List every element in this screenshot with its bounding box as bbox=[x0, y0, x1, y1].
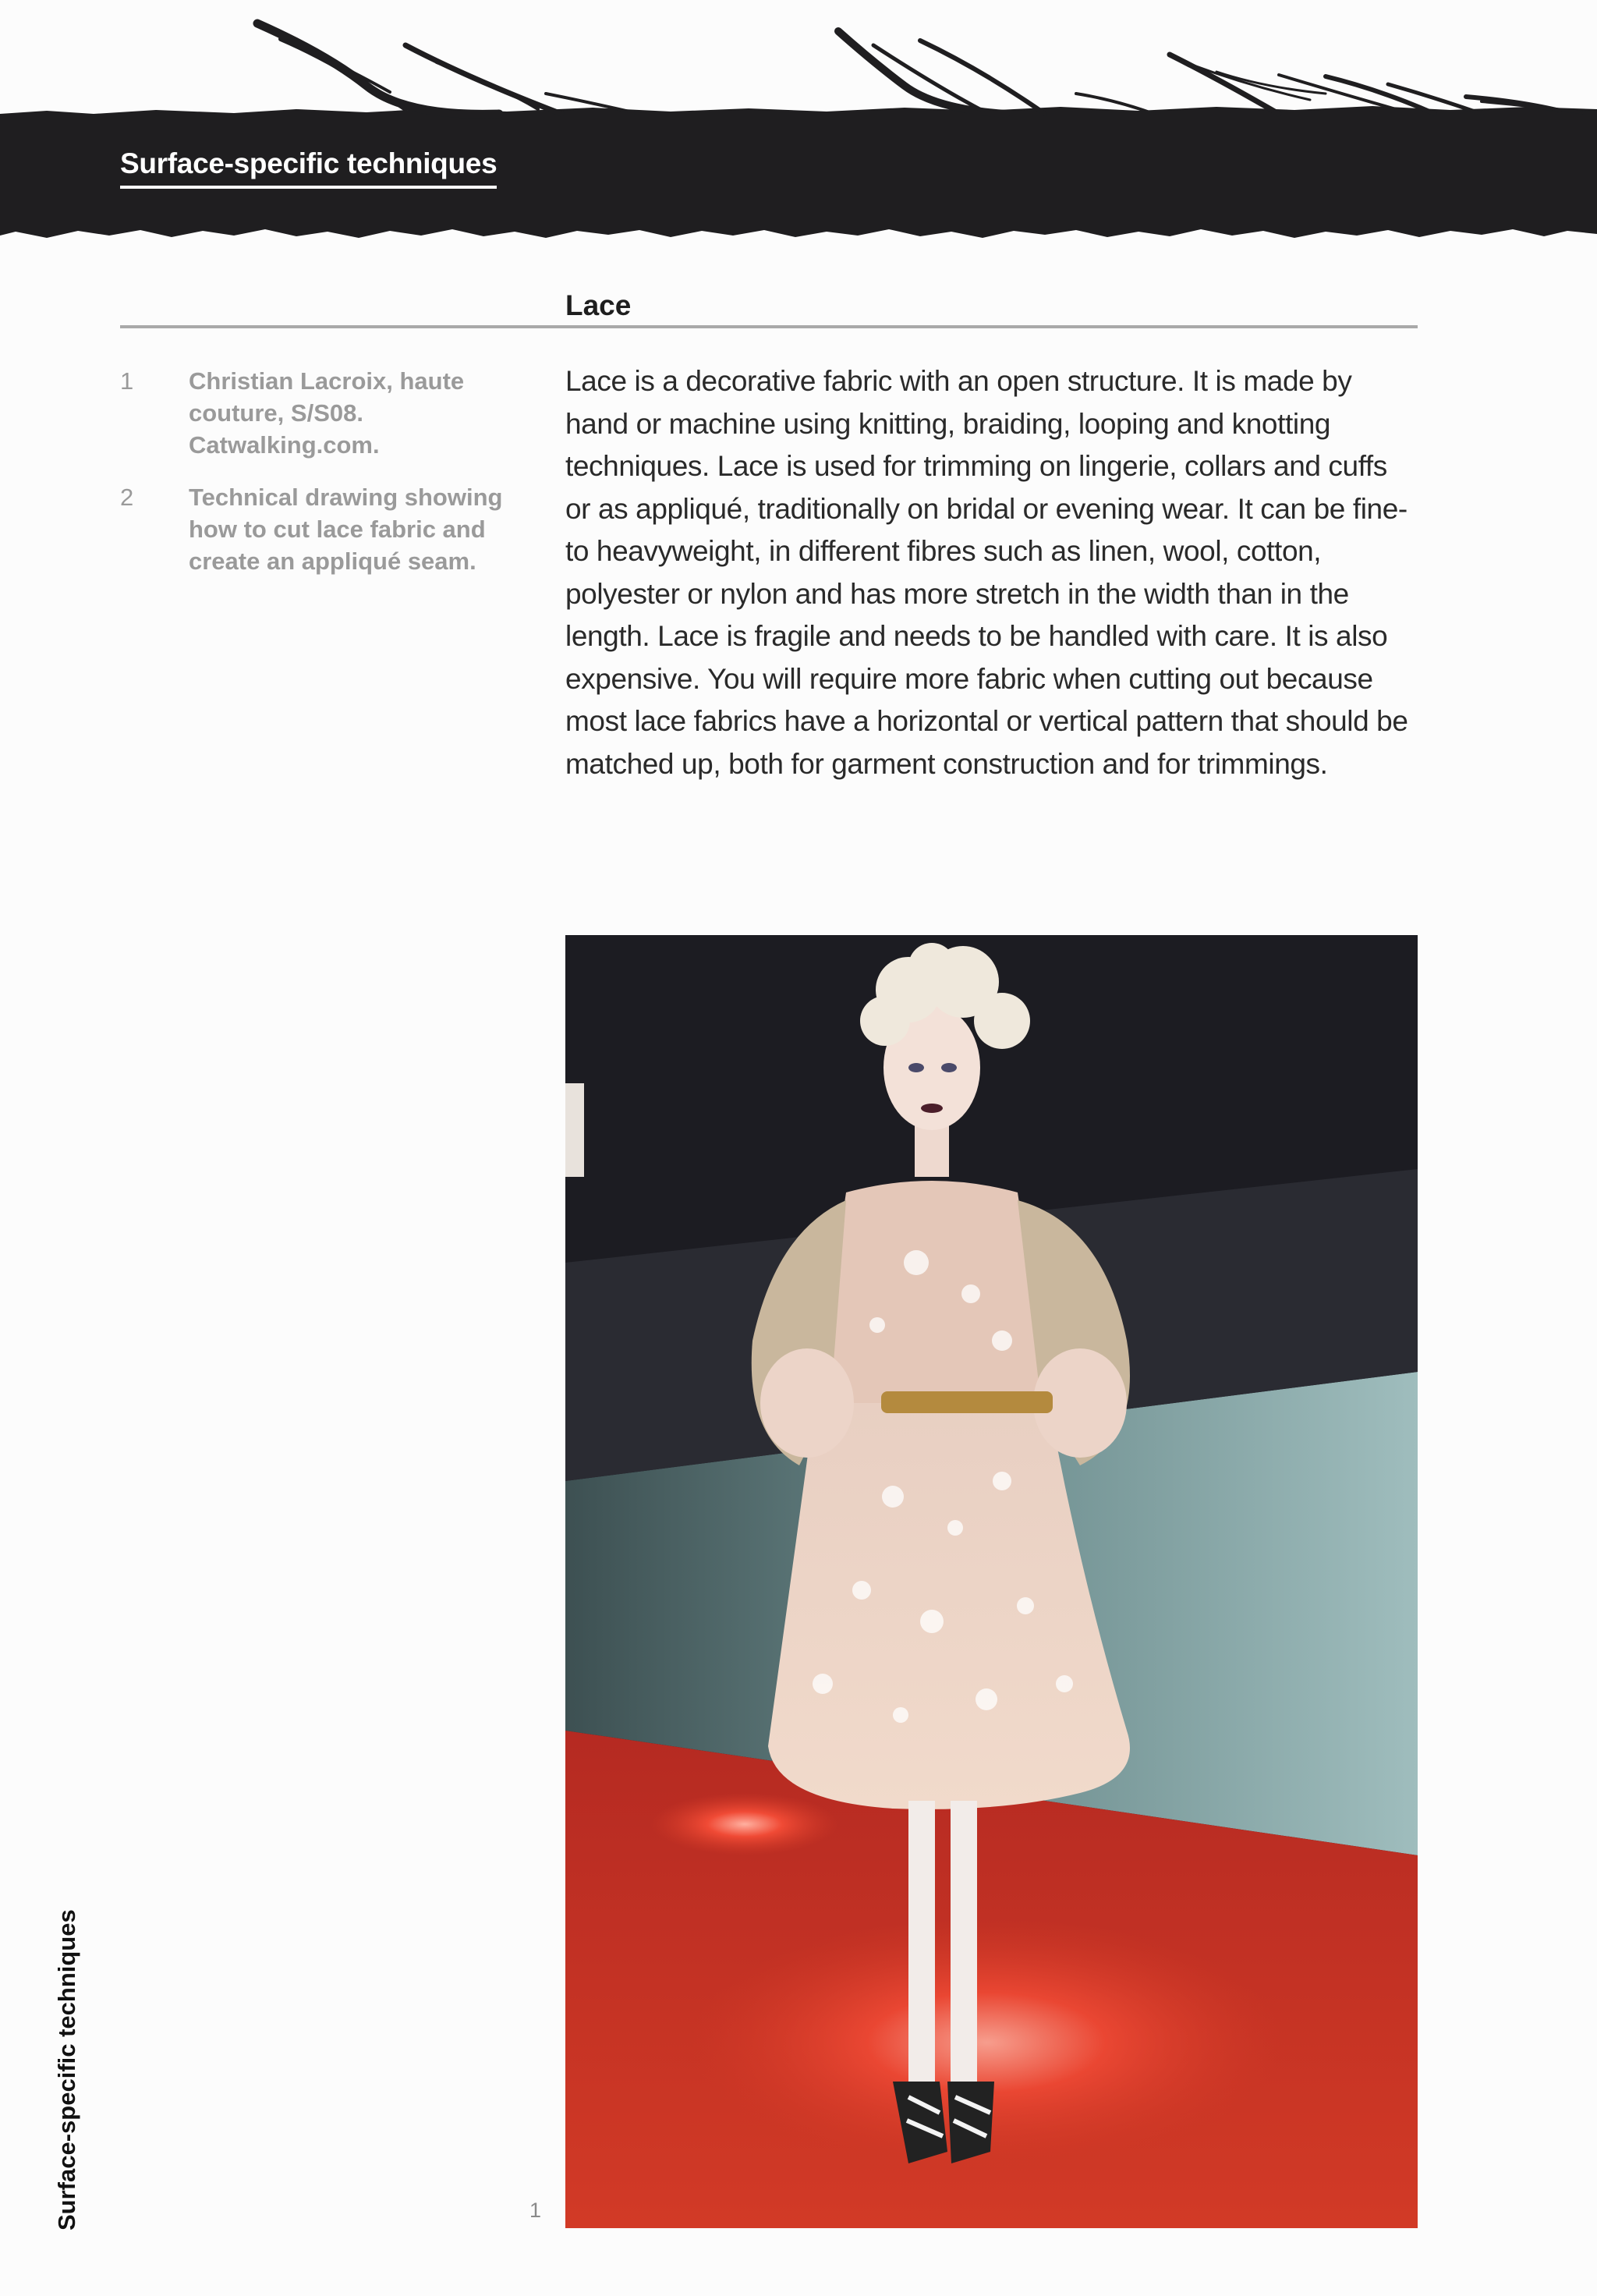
runway-photo bbox=[565, 935, 1418, 2228]
caption-text: Technical drawing showing how to cut lace fabric and create an appliqué seam. bbox=[189, 484, 503, 575]
article-heading: Lace bbox=[565, 289, 632, 321]
brush-branch-decoration bbox=[0, 0, 1597, 250]
heading-divider bbox=[120, 325, 1418, 328]
header-band bbox=[0, 0, 1597, 250]
section-title: Surface-specific techniques bbox=[120, 147, 497, 189]
caption-item bbox=[120, 365, 526, 461]
page-number: 1 bbox=[529, 2199, 541, 2222]
side-running-head: Surface-specific techniques bbox=[53, 1909, 80, 2230]
lace-dress-photo-image bbox=[565, 935, 1418, 2228]
article-body: Lace is a decorative fabric with an open structure. It is made by hand or machine using knitting, braiding, looping and knotting techniques. Lace is used for trimming on lingerie, collars and cuffs or as appliqué, traditionally on bridal or evening wear. It can be fine- to heavyweight, in different fibres such as linen, wool, cotton, polyester or nylon and has more stretch in the width than in the length. Lace is fragile and needs to be handled with care. It is also expensive. You will require more fabric when cutting out because most lace fabrics have a horizontal or vertical pattern that should be matched up, both for garment construction and for trimmings. bbox=[565, 365, 1408, 780]
caption-item bbox=[120, 481, 526, 577]
caption-number: 2 bbox=[120, 484, 134, 511]
caption-number: 1 bbox=[120, 367, 134, 395]
caption-text: Christian Lacroix, haute couture, S/S08. Catwalking.com. bbox=[189, 367, 465, 459]
captions-list bbox=[120, 365, 526, 597]
